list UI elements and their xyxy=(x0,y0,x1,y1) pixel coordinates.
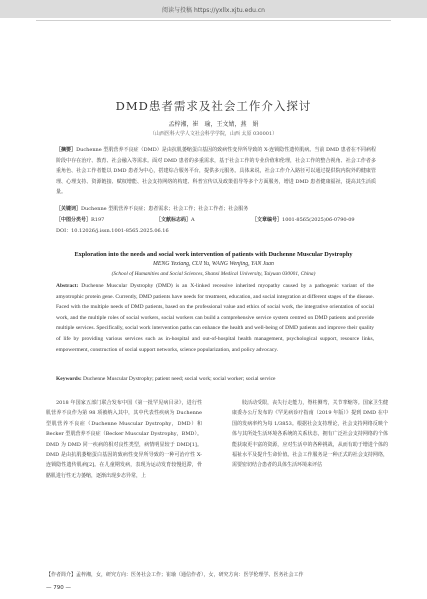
article-title: DMD患者需求及社会工作介入探讨 xyxy=(115,99,312,113)
english-abstract xyxy=(56,281,374,355)
header-text: 阅读与投稿 https://yxllx.xjtu.edu.cn xyxy=(162,6,265,14)
article-no-label: ［文章编号］ xyxy=(252,217,283,223)
article-no-value: 1001-8565(2025)06-0790-09 xyxy=(282,217,355,223)
english-abstract-label: Abstract: xyxy=(56,283,79,289)
doi: DOI：10.12026/j.issn.1001-8565.2025.06.16 xyxy=(56,228,169,234)
clc-label: ［中图分类号］ xyxy=(56,217,92,223)
english-affiliation: (School of Humanities and Social Sciences, Shanxi Medical University, Taiyuan 030001, China) xyxy=(111,271,316,277)
page-number: — 790 — xyxy=(46,585,71,591)
english-keywords xyxy=(56,374,374,384)
doc-label: ［文献标志码］ xyxy=(156,217,192,223)
classification-row xyxy=(56,216,376,223)
page-header xyxy=(0,0,427,18)
english-authors: MENG Yexiang, CUI Yu, WANG Wenjing, YAN Juan xyxy=(153,261,274,267)
abstract-cn-text: Duchenne 型肌营养不良症（DMD）是由抗肌萎缩蛋白基因的致病性变异所导致的 X-连锁隐性遗传肌病。当前 DMD 患者在不同病程阶段中存在治疗、教育、社会融入等需求。面对 DMD 患者的多重需求，基于社会工作的专业价值和伦理，社会工作的整合视角、社会工作者多重角色、社会工作者能以 DMD 患者为中心，搭建综合服务平台，提供多元服务。具体来说，社会工作介入路径可以通过提供院内院外的健康管理、心理支持、资源链接、赋权增能、社会支持网络的构建、科普宣传以及政策倡导等多个方面服务，增进 DMD 患者健康福祉，提高其生活质量。 xyxy=(56,147,376,196)
header-rule xyxy=(36,20,391,21)
author-footnote: 【作者简介】孟梓湘，女，研究方向：医务社会工作；崔瑜（通信作者），女，研究方向：医学伦理学、医务社会工作 xyxy=(46,572,304,578)
article-authors: 孟梓湘，崔 瑜，王文婧，燕 娟 xyxy=(168,121,259,128)
abstract-cn xyxy=(56,145,376,198)
body-column-right: 肢活动受限，丧失行走能力，脊柱侧弯，关节挛缩等。国家卫生健康委办公厅发布的《罕见病诊疗指南（2019 年版）》提到 DMD 在中国的发病率约为每 1/3853。根据社会支持理论，社会支持网络反映个体与其所处生活环境各系统的关系状态，拥有广泛社会支持网络的个体能获取更丰富的资源，应对生活中的各种挑战，从而有助于增进个体的福祉水平及提升生命价值。社会工作服务是一种正式的社会支持网络，需要密切结合患者的具体生活环境来评估 xyxy=(232,400,388,469)
english-abstract-text: Duchenne Muscular Dystrophy (DMD) is an X-linked recessive inherited myopathy caused by a pathogenic variant of the amyotrophic protein gene. Currently, DMD patients have needs for treatment, education, and social integration at different stages of the disease. Faced with the multiple needs of DMD patients, based on the professional value and ethics of social work, the integrative orientation of social work, and the multiple roles of social workers, social workers can build a comprehensive service system centred on DMD patients and provide multiple services. Specifically, social work intervention paths can enhance the health and well-being of DMD patients and improve their quality of life by providing various services such as in-hospital and out-of-hospital health management, psychological support, resource links, empowerment, construction of social support networks, science popularization, and policy advocacy. xyxy=(56,283,375,353)
abstract-cn-label: ［摘要］ xyxy=(56,147,77,153)
keywords-cn-text: Duchenne 型肌营养不良症；患者需求；社会工作；社会工作者；社会服务 xyxy=(81,206,249,212)
english-keywords-label: Keywords: xyxy=(56,376,82,382)
english-keywords-text: Duchenne Muscular Dystrophy; patient need; social work; social worker; social service xyxy=(83,376,276,382)
clc-value: R197 xyxy=(91,217,105,223)
doc-value: A xyxy=(191,217,195,223)
article-affiliation: （山西医科大学人文社会科学学院，山西 太原 030001） xyxy=(149,131,278,137)
english-title: Exploration into the needs and social work intervention of patients with Duchenne Muscular Dystrophy xyxy=(74,251,353,258)
body-column-left: 2018 年国家五部门联合发布中国《第一批罕见病目录》，进行性肌营养不良作为第 98 项被纳入其中，其中代表性疾病为 Duchenne 型肌营养不良症（Duchenne Muscular Dystrophy，DMD）和 Becker 型肌营养不良症（Becker Muscular Dystrophy，BMD）。DMD 为 DMD 同一疾病的相对良性类型，病情明显较于 DMD[1]。DMD 是由抗肌萎缩蛋白基因的致病性变异所导致的一种可治疗性 X-连锁隐性遗传肌病[2]。在儿童期发病，表现为运动发育较慢迟滞，骨骼肌进行性无力萎缩，逐渐出现步态异常，上 xyxy=(46,400,202,479)
keywords-cn xyxy=(56,205,376,212)
keywords-cn-label: ［关键词］ xyxy=(56,206,82,212)
